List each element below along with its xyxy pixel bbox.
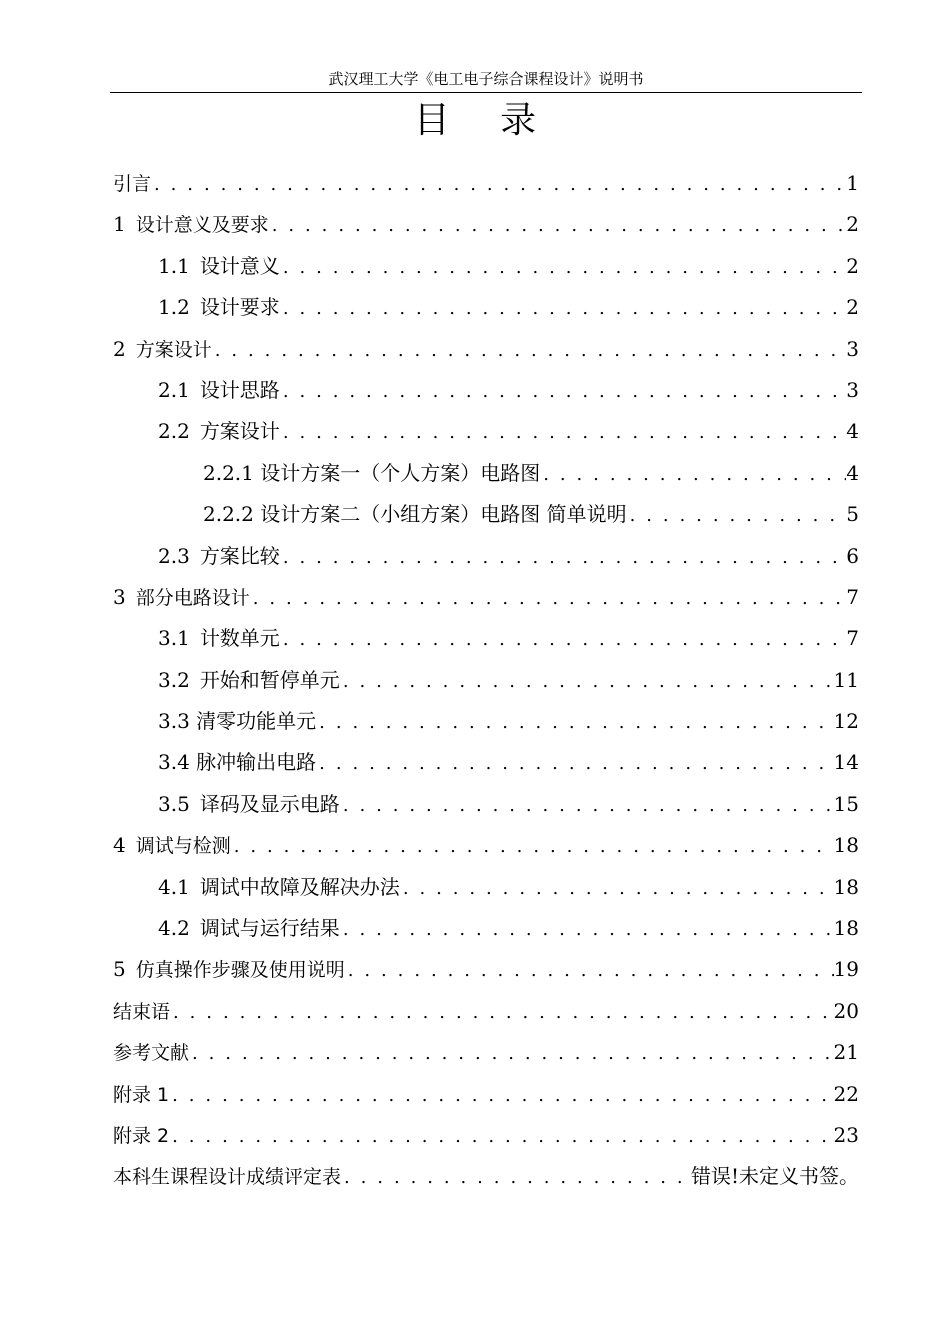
dot-leader bbox=[400, 868, 834, 909]
toc-entry[interactable] bbox=[113, 1032, 859, 1073]
toc-entry[interactable] bbox=[113, 453, 859, 494]
toc-page-number: 18 bbox=[833, 916, 859, 941]
dot-leader bbox=[340, 785, 834, 826]
toc-entry-label bbox=[113, 577, 250, 619]
toc-entry[interactable] bbox=[113, 618, 859, 659]
dot-leader bbox=[340, 661, 834, 702]
dot-leader bbox=[341, 1157, 691, 1198]
toc-entry-text: 参考文献 bbox=[113, 1042, 190, 1065]
toc-page-number: 11 bbox=[833, 667, 859, 692]
toc-entry-label bbox=[113, 992, 170, 1033]
toc-entry-number: 2.1 bbox=[158, 377, 190, 402]
toc-entry[interactable] bbox=[113, 287, 859, 328]
toc-entry[interactable] bbox=[113, 329, 859, 370]
toc-entry[interactable] bbox=[113, 867, 859, 908]
toc-entry-number: 5 bbox=[113, 957, 126, 982]
toc-entry-number: 4 bbox=[113, 833, 126, 858]
toc-entry-label bbox=[113, 164, 151, 205]
toc-page-number: 3 bbox=[846, 336, 859, 361]
page-title: 目录 bbox=[413, 100, 587, 141]
toc-page-number: 14 bbox=[833, 750, 859, 775]
toc-entry-number: 1.2 bbox=[158, 295, 190, 320]
toc-entry-label bbox=[158, 618, 280, 659]
toc-entry-label bbox=[158, 701, 316, 742]
toc-entry-label bbox=[158, 287, 280, 328]
toc-entry-label bbox=[158, 536, 280, 577]
toc-entry-label bbox=[113, 1075, 169, 1116]
toc-entry-text: 结束语 bbox=[113, 1000, 171, 1023]
dot-leader bbox=[280, 247, 846, 288]
toc-entry[interactable] bbox=[113, 246, 859, 287]
toc-entry[interactable] bbox=[113, 825, 859, 866]
toc-entry-label bbox=[158, 784, 340, 825]
toc-entry-label bbox=[158, 411, 280, 452]
toc-entry-text: 设计要求 bbox=[199, 295, 280, 320]
dot-leader bbox=[151, 164, 846, 205]
toc-entry-text: 方案设计 bbox=[135, 338, 212, 361]
toc-entry-label bbox=[158, 908, 340, 949]
toc-entry-text: 3.3 清零功能单元 bbox=[158, 709, 317, 734]
dot-leader bbox=[169, 1116, 833, 1157]
toc-entry-text: 调试中故障及解决办法 bbox=[199, 874, 400, 899]
dot-leader bbox=[316, 702, 833, 743]
dot-leader bbox=[169, 1075, 833, 1116]
dot-leader bbox=[345, 950, 834, 991]
toc-entry-text: 方案比较 bbox=[199, 543, 280, 568]
toc-entry[interactable] bbox=[113, 908, 859, 949]
toc-entry-label bbox=[113, 949, 345, 991]
toc-page-number: 18 bbox=[833, 833, 859, 858]
toc-entry-label bbox=[158, 867, 400, 908]
toc-page-number: 错误!未定义书签。 bbox=[690, 1164, 859, 1189]
toc-entry-text: 调试与检测 bbox=[135, 835, 231, 858]
toc-entry-text: 2.2.2 设计方案二（小组方案）电路图 简单说明 bbox=[203, 502, 627, 527]
toc-page-number: 2 bbox=[846, 295, 859, 320]
toc-entry-text: 2.2.1 设计方案一（个人方案）电路图 bbox=[203, 460, 541, 485]
toc-entry-text: 设计思路 bbox=[199, 377, 280, 402]
toc-entry[interactable] bbox=[113, 701, 859, 742]
toc-entry-text: 开始和暂停单元 bbox=[199, 667, 340, 692]
toc-entry-number: 3.1 bbox=[158, 626, 190, 651]
toc-entry-label bbox=[158, 742, 316, 783]
toc-entry[interactable] bbox=[113, 991, 859, 1032]
toc-entry[interactable] bbox=[113, 784, 859, 825]
header-rule bbox=[110, 92, 862, 93]
toc-entry-number: 3.5 bbox=[158, 791, 190, 816]
toc-entry[interactable] bbox=[113, 494, 859, 535]
toc-entry-text: 本科生课程设计成绩评定表 bbox=[113, 1166, 342, 1189]
toc-entry-label bbox=[158, 246, 280, 287]
toc-page-number: 1 bbox=[846, 171, 859, 195]
dot-leader bbox=[540, 454, 846, 495]
toc-page-number: 5 bbox=[846, 502, 859, 527]
toc-entry[interactable] bbox=[113, 742, 859, 783]
dot-leader bbox=[280, 288, 846, 329]
toc-entry[interactable] bbox=[113, 660, 859, 701]
toc-page-number: 7 bbox=[846, 584, 859, 609]
toc-entry[interactable] bbox=[113, 949, 859, 990]
toc-entry-label bbox=[203, 494, 627, 535]
dot-leader bbox=[280, 619, 846, 660]
toc-entry-label bbox=[113, 1157, 341, 1198]
toc-entry-label bbox=[113, 204, 269, 246]
toc-entry-label bbox=[203, 453, 540, 494]
toc-entry-label bbox=[113, 1033, 189, 1074]
dot-leader bbox=[212, 330, 847, 371]
toc-entry-number: 4.2 bbox=[158, 916, 190, 941]
toc-entry-number: 3.2 bbox=[158, 667, 190, 692]
toc-entry[interactable] bbox=[113, 204, 859, 245]
dot-leader bbox=[316, 743, 833, 784]
toc-entry-text: 附录 1 bbox=[113, 1083, 170, 1106]
toc-page-number: 21 bbox=[833, 1040, 859, 1065]
toc-entry[interactable] bbox=[113, 411, 859, 452]
dot-leader bbox=[269, 205, 847, 246]
toc-entry-label bbox=[158, 370, 280, 411]
toc-entry[interactable] bbox=[113, 536, 859, 577]
toc-entry-label bbox=[113, 825, 231, 867]
toc-page-number: 18 bbox=[833, 874, 859, 899]
toc-entry-number: 2 bbox=[113, 336, 126, 361]
toc-entry-text: 调试与运行结果 bbox=[199, 916, 340, 941]
toc-entry-label bbox=[113, 1116, 169, 1157]
toc-page-number: 2 bbox=[846, 212, 859, 237]
toc-page-number: 19 bbox=[833, 957, 859, 982]
toc-entry[interactable] bbox=[113, 370, 859, 411]
table-of-contents bbox=[113, 163, 859, 1198]
toc-page-number: 6 bbox=[846, 543, 859, 568]
running-header: 武汉理工大学《电工电子综合课程设计》说明书 bbox=[328, 70, 644, 88]
toc-entry-text: 计数单元 bbox=[199, 626, 280, 651]
toc-page-number: 3 bbox=[846, 377, 859, 402]
toc-entry-text: 附录 2 bbox=[113, 1124, 170, 1147]
toc-entry[interactable] bbox=[113, 1156, 859, 1197]
toc-page-number: 15 bbox=[833, 791, 859, 816]
toc-page-number: 4 bbox=[846, 419, 859, 444]
toc-entry-number: 1.1 bbox=[158, 253, 190, 278]
dot-leader bbox=[280, 371, 846, 412]
toc-entry-text: 设计意义及要求 bbox=[135, 214, 269, 237]
toc-page-number: 4 bbox=[846, 460, 859, 485]
dot-leader bbox=[340, 909, 834, 950]
toc-entry-label bbox=[158, 660, 340, 701]
dot-leader bbox=[280, 412, 846, 453]
dot-leader bbox=[189, 1033, 834, 1074]
toc-entry[interactable] bbox=[113, 1115, 859, 1156]
dot-leader bbox=[280, 537, 846, 578]
toc-entry-text: 设计意义 bbox=[199, 253, 280, 278]
dot-leader bbox=[250, 578, 847, 619]
toc-entry[interactable] bbox=[113, 1074, 859, 1115]
toc-page-number: 23 bbox=[833, 1122, 859, 1147]
toc-page-number: 22 bbox=[833, 1081, 859, 1106]
toc-entry-number: 2.3 bbox=[158, 543, 190, 568]
toc-entry-number: 4.1 bbox=[158, 874, 190, 899]
toc-page-number: 12 bbox=[833, 709, 859, 734]
toc-entry-text: 引言 bbox=[113, 173, 152, 195]
toc-page-number: 2 bbox=[846, 253, 859, 278]
toc-entry-text: 3.4 脉冲输出电路 bbox=[158, 750, 317, 775]
dot-leader bbox=[627, 495, 847, 536]
toc-entry-text: 部分电路设计 bbox=[135, 586, 250, 609]
toc-page-number: 20 bbox=[833, 998, 859, 1023]
toc-entry-number: 1 bbox=[113, 212, 126, 237]
toc-entry[interactable] bbox=[113, 163, 859, 204]
toc-entry[interactable] bbox=[113, 577, 859, 618]
toc-entry-label bbox=[113, 329, 212, 371]
toc-entry-number: 2.2 bbox=[158, 419, 190, 444]
dot-leader bbox=[231, 826, 834, 867]
toc-entry-text: 译码及显示电路 bbox=[199, 791, 340, 816]
dot-leader bbox=[170, 992, 834, 1033]
toc-entry-number: 3 bbox=[113, 584, 126, 609]
toc-page-number: 7 bbox=[846, 626, 859, 651]
toc-entry-text: 仿真操作步骤及使用说明 bbox=[135, 959, 345, 982]
toc-entry-text: 方案设计 bbox=[199, 419, 280, 444]
